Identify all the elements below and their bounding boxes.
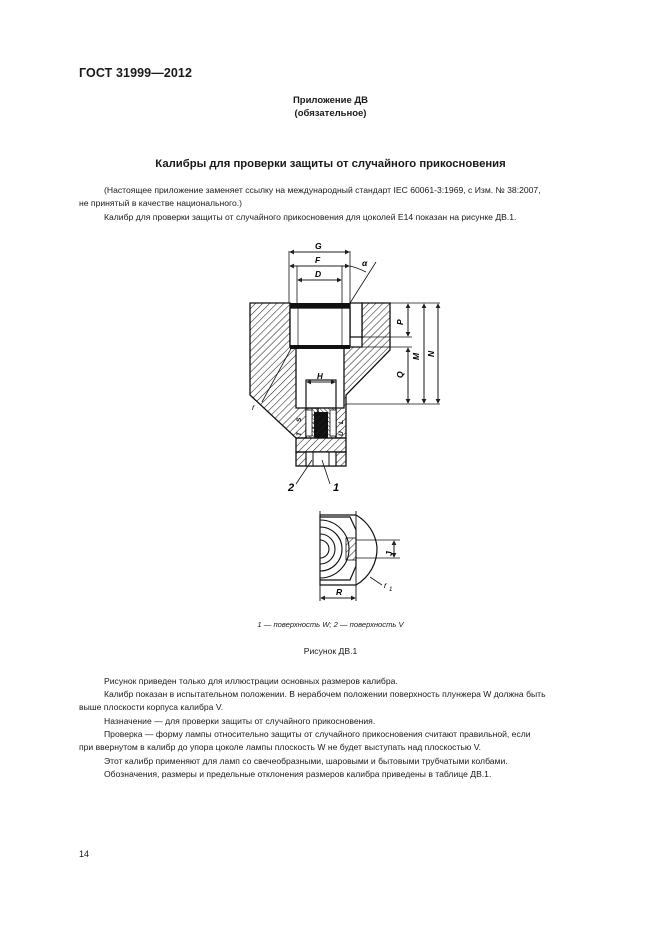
label-P: P — [395, 319, 405, 325]
callout-2: 2 — [288, 482, 295, 494]
body-paragraph-6: Обозначения, размеры и предельные отклонения размеров калибра приведены в таблице ДВ.1. — [104, 769, 492, 779]
body-paragraph-3: Назначение — для проверки защиты от случайного прикосновения. — [104, 716, 376, 726]
figure-legend: 1 — поверхность W; 2 — поверхность V — [257, 620, 404, 629]
detail-view — [320, 511, 400, 601]
label-F: F — [315, 255, 321, 265]
callout-1: 1 — [333, 482, 340, 494]
body-paragraph-2a: Калибр показан в испытательном положении. В нерабочем положении поверхность плунжера W должна быть — [104, 689, 546, 699]
body-paragraph-4a: Проверка — форму лампы относительно защиты от случайного прикосновения считают правильной, если — [104, 729, 531, 739]
label-R: R — [336, 587, 343, 597]
label-alpha: α — [362, 258, 368, 268]
body-paragraph-1: Рисунок приведен только для иллюстрации основных размеров калибра. — [104, 676, 398, 686]
label-H: H — [317, 372, 323, 381]
figure-caption: Рисунок ДВ.1 — [303, 646, 358, 656]
label-D: D — [315, 269, 322, 279]
label-N: N — [426, 350, 436, 357]
annex-title: Приложение ДВ — [292, 95, 369, 106]
label-J: J — [384, 551, 394, 556]
standard-header: ГОСТ 31999—2012 — [79, 66, 193, 80]
intro-line-1: (Настоящее приложение заменяет ссылку на международный стандарт IEC 60061-3:1969, с Изм. № 38:2007, — [104, 185, 541, 195]
label-T: T — [296, 432, 303, 436]
label-M: M — [411, 352, 421, 360]
intro-line-2: не принятый в качестве национального.) — [79, 198, 243, 208]
label-r: r — [252, 402, 255, 412]
body-paragraph-2b: выше плоскости корпуса калибра V. — [79, 702, 224, 712]
body-paragraph-5: Этот калибр применяют для ламп со свечеобразными, шаровыми и бытовыми трубчатыми колбами. — [104, 756, 508, 766]
label-U: U — [338, 431, 345, 436]
label-r1: r — [384, 580, 387, 590]
label-r1-sub: 1 — [389, 587, 393, 593]
annex-status: (обязательное) — [294, 108, 367, 119]
label-G: G — [315, 241, 322, 251]
label-L: L — [338, 420, 345, 424]
label-S: S — [296, 417, 303, 422]
intro-line-3: Калибр для проверки защиты от случайного прикосновения для цоколей Е14 показан на рисунке ДВ.1. — [104, 212, 517, 222]
label-Q: Q — [395, 371, 405, 378]
body-paragraph-4b: при ввернутом в калибр до упора цоколе лампы плоскость W не будет выступать над плоскостью V. — [79, 742, 482, 752]
section-title: Калибры для проверки защиты от случайного прикосновения — [155, 158, 506, 170]
page-number: 14 — [79, 849, 90, 859]
